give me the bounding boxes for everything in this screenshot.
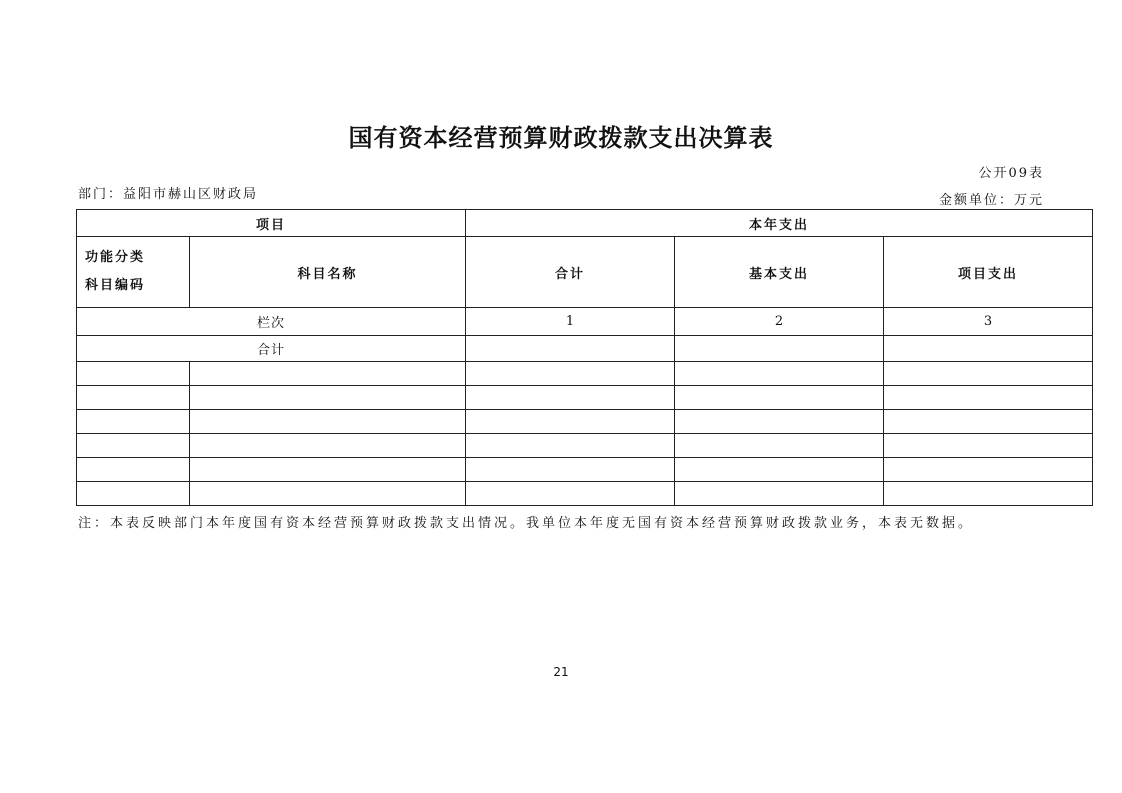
report-title: 国有资本经营预算财政拨款支出决算表	[348, 124, 774, 152]
table-cell	[675, 386, 884, 410]
header-function-code	[77, 237, 190, 308]
header-basic-expense: 基本支出	[675, 237, 884, 308]
page-number: 21	[553, 665, 569, 679]
header-total: 合计	[466, 237, 675, 308]
table-cell	[884, 458, 1093, 482]
table-cell	[884, 362, 1093, 386]
total-project-cell	[884, 336, 1093, 362]
table-row	[77, 458, 1093, 482]
table-row	[77, 362, 1093, 386]
header-year-expense: 本年支出	[466, 210, 1093, 237]
table-cell	[77, 362, 190, 386]
table-cell	[466, 434, 675, 458]
form-number: 公开09表	[978, 166, 1044, 181]
table-cell	[466, 386, 675, 410]
table-cell	[675, 458, 884, 482]
header-row-top	[77, 210, 1093, 237]
table-cell	[884, 434, 1093, 458]
table-cell	[77, 434, 190, 458]
table-cell	[675, 362, 884, 386]
table-cell	[466, 482, 675, 506]
amount-unit-label: 金额单位：万元	[938, 193, 1044, 208]
table-cell	[675, 482, 884, 506]
column-row-label: 栏次	[77, 308, 466, 336]
table-row	[77, 482, 1093, 506]
table-cell	[77, 410, 190, 434]
table-row	[77, 410, 1093, 434]
total-basic-cell	[675, 336, 884, 362]
total-row-label: 合计	[77, 336, 466, 362]
table-cell	[190, 482, 466, 506]
header-item: 项目	[77, 210, 466, 237]
total-row	[77, 336, 1093, 362]
department-label: 部门：益阳市赫山区财政局	[78, 187, 259, 202]
total-cell	[466, 336, 675, 362]
table-cell	[77, 482, 190, 506]
column-number-row	[77, 308, 1093, 336]
table-cell	[884, 410, 1093, 434]
table-row	[77, 434, 1093, 458]
column-number-3: 3	[884, 308, 1093, 336]
table-cell	[466, 458, 675, 482]
column-number-1: 1	[466, 308, 675, 336]
table-cell	[884, 386, 1093, 410]
header-row-sub	[77, 237, 1093, 308]
footnote: 注：本表反映部门本年度国有资本经营预算财政拨款支出情况。我单位本年度无国有资本经营预算财政拨款业务，本表无数据。	[78, 516, 975, 531]
column-number-2: 2	[675, 308, 884, 336]
table-cell	[77, 386, 190, 410]
table-row	[77, 386, 1093, 410]
table-cell	[675, 434, 884, 458]
table-cell	[77, 458, 190, 482]
header-project-expense: 项目支出	[884, 237, 1093, 308]
table-cell	[466, 410, 675, 434]
expenditure-table	[76, 209, 1093, 506]
header-code-line1: 功能分类	[85, 250, 146, 265]
header-subject-name: 科目名称	[190, 237, 466, 308]
table-cell	[190, 362, 466, 386]
table-cell	[190, 386, 466, 410]
table-cell	[190, 458, 466, 482]
table-cell	[190, 434, 466, 458]
header-code-line2: 科目编码	[85, 278, 146, 293]
table-cell	[466, 362, 675, 386]
table-cell	[190, 410, 466, 434]
table-cell	[884, 482, 1093, 506]
table-cell	[675, 410, 884, 434]
